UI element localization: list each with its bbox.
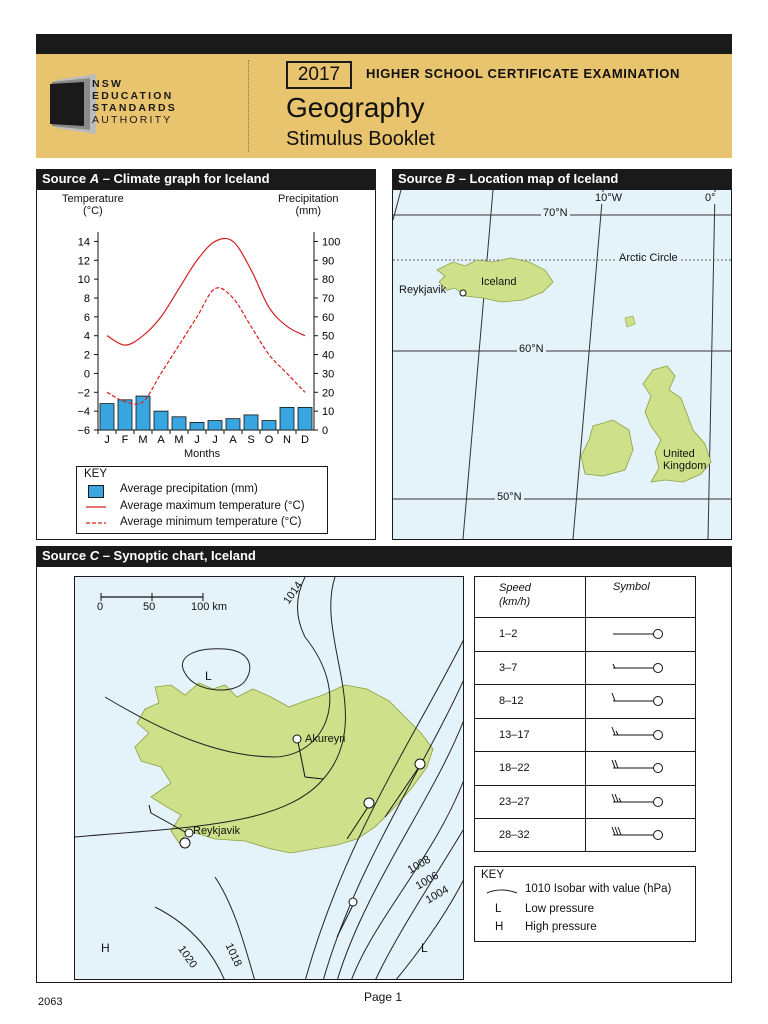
- synoptic-drawing: [75, 577, 464, 980]
- logo-text: [92, 78, 177, 126]
- precip-bar: [208, 421, 222, 430]
- tick-label-left: −2: [77, 387, 90, 400]
- tick-label-left: 12: [77, 255, 90, 268]
- low-pressure-mark-2: L: [421, 941, 428, 955]
- year-box: 2017: [286, 61, 352, 89]
- wind-barb-icon: [607, 725, 687, 745]
- tick-label-right: 0: [322, 425, 329, 437]
- location-map: [393, 190, 731, 539]
- max-temp-line: [107, 238, 305, 345]
- key-line-swatches: [86, 498, 108, 528]
- high-pressure-mark: H: [101, 941, 110, 955]
- speed-header: Speed (km/h): [499, 582, 531, 608]
- table-divider: [475, 684, 695, 685]
- akureyri-station: [293, 735, 301, 743]
- synoptic-map: [74, 576, 464, 980]
- precip-axis-label: Precipitation (mm): [278, 193, 339, 217]
- precip-bar: [262, 421, 276, 430]
- station-sea: [349, 898, 357, 906]
- table-divider: [475, 617, 695, 618]
- tick-label-left: 8: [83, 293, 90, 305]
- reykjavik-dot: [460, 290, 466, 296]
- key-item: Low pressure: [525, 903, 595, 915]
- x-axis-label: Months: [184, 448, 221, 460]
- wind-barb-icon: [607, 758, 687, 778]
- label-50n: 50°N: [497, 491, 522, 503]
- wind-barb-icon: [607, 825, 687, 845]
- scale-0: 0: [97, 601, 104, 613]
- month-label: A: [229, 434, 237, 446]
- tick-label-left: 0: [83, 368, 90, 381]
- month-label: S: [247, 434, 255, 446]
- city-label: Reykjavik: [193, 825, 241, 837]
- precip-bar: [280, 407, 294, 430]
- month-label: A: [157, 434, 165, 446]
- month-label: O: [264, 434, 274, 446]
- key-symbol: L: [495, 903, 502, 915]
- precip-bar: [172, 417, 186, 430]
- label-0: 0°: [705, 192, 716, 204]
- climate-chart: [36, 220, 376, 465]
- table-divider: [475, 751, 695, 752]
- tick-label-left: 4: [83, 330, 90, 343]
- speed-value: 13–17: [499, 728, 530, 741]
- speed-value: 8–12: [499, 695, 524, 707]
- precip-bar: [154, 411, 168, 430]
- isobar-label: 1018: [222, 941, 244, 969]
- header-divider: [248, 60, 249, 152]
- page-title: Geography: [286, 92, 425, 123]
- wind-speed-table: [474, 576, 696, 852]
- source-a-heading: Source A – Climate graph for Iceland: [36, 169, 376, 189]
- key-item: Average maximum temperature (°C): [120, 500, 305, 512]
- exam-title: HIGHER SCHOOL CERTIFICATE EXAMINATION: [366, 66, 680, 81]
- key-item: 1010 Isobar with value (hPa): [525, 883, 672, 895]
- key-swatch-precip: [88, 485, 104, 498]
- wind-barb-icon: [607, 658, 687, 678]
- precip-bar: [100, 404, 114, 430]
- station-southwest: [180, 838, 190, 848]
- logo-line: AUTHORITY: [92, 114, 173, 126]
- month-label: M: [138, 434, 148, 446]
- tick-label-right: 10: [322, 406, 335, 419]
- page-subtitle: Stimulus Booklet: [286, 128, 435, 150]
- wind-barb-icon: [607, 624, 687, 644]
- wind-barb-icon: [607, 691, 687, 711]
- tick-label-right: 100: [322, 236, 341, 249]
- speed-value: 3–7: [499, 661, 518, 674]
- tick-label-left: 2: [83, 349, 90, 362]
- min-temp-line: [107, 288, 305, 404]
- month-label: M: [174, 434, 184, 446]
- table-divider: [475, 651, 695, 652]
- month-label: F: [121, 434, 129, 446]
- isobar-label: 1014: [281, 579, 306, 607]
- tick-label-right: 50: [322, 330, 335, 343]
- top-bar: [36, 34, 732, 54]
- label-arctic-circle: Arctic Circle: [619, 252, 678, 264]
- key-item: High pressure: [525, 921, 597, 933]
- speed-value: 28–32: [499, 829, 530, 841]
- footer-code: 2063: [38, 996, 63, 1008]
- tick-label-right: 70: [322, 293, 335, 305]
- footer-page: Page 1: [364, 990, 403, 1004]
- wind-barb-icon: [607, 792, 687, 812]
- tick-label-right: 80: [322, 274, 335, 287]
- key-item: Average minimum temperature (°C): [120, 516, 302, 528]
- logo-line: STANDARDS: [92, 102, 177, 114]
- source-c-heading: Source C – Synoptic chart, Iceland: [36, 546, 732, 566]
- table-divider: [475, 718, 695, 719]
- isobar-label: 1004: [423, 883, 451, 907]
- tick-label-right: 60: [322, 311, 335, 324]
- tick-label-left: −4: [77, 406, 90, 419]
- label-60n: 60°N: [519, 343, 544, 355]
- month-label: J: [212, 434, 218, 446]
- isobar-symbol: [485, 887, 519, 897]
- key-title: KEY: [481, 869, 505, 881]
- source-b-heading: Source B – Location map of Iceland: [392, 169, 732, 189]
- isobar-label: 1020: [175, 943, 200, 971]
- iceland-land: [135, 683, 433, 853]
- precip-bar: [190, 422, 204, 430]
- low-pressure-mark: L: [205, 669, 212, 683]
- scale-100: 100 km: [191, 601, 228, 613]
- tick-label-right: 30: [322, 368, 335, 381]
- precip-bar: [244, 415, 258, 430]
- symbol-header: Symbol: [613, 581, 650, 593]
- faroe-shape: [625, 316, 635, 327]
- station-northeast: [415, 759, 425, 769]
- table-divider: [475, 785, 695, 786]
- speed-value: 1–2: [499, 628, 518, 640]
- logo-line: NSW: [92, 78, 124, 90]
- speed-value: 18–22: [499, 762, 530, 774]
- station-east: [364, 798, 374, 808]
- label-iceland: Iceland: [481, 276, 517, 288]
- isobar-label: 1008: [405, 853, 433, 877]
- temp-axis-label: Temperature (°C): [62, 193, 124, 217]
- low-closed-isobar: [182, 649, 249, 690]
- month-label: D: [301, 434, 309, 446]
- city-label: Akureyri: [305, 733, 346, 745]
- logo-line: EDUCATION: [92, 90, 174, 102]
- month-label: J: [194, 434, 200, 446]
- tick-label-left: −6: [77, 425, 90, 437]
- tick-label-left: 10: [77, 274, 90, 287]
- source-b-map-panel: [392, 189, 732, 540]
- isobar-label: 1006: [413, 869, 441, 893]
- label-uk: United Kingdom: [663, 448, 707, 472]
- key-symbol: H: [495, 921, 504, 933]
- tick-label-right: 90: [322, 255, 335, 268]
- key-item: Average precipitation (mm): [120, 483, 258, 495]
- precip-bar: [118, 400, 132, 430]
- source-c-key: [474, 866, 696, 942]
- label-70n: 70°N: [543, 207, 568, 219]
- tick-label-right: 20: [322, 387, 335, 400]
- tick-label-right: 40: [322, 349, 335, 362]
- ireland-shape: [581, 420, 633, 476]
- key-title: KEY: [84, 468, 108, 480]
- tick-label-left: 14: [77, 236, 90, 249]
- tick-label-left: 6: [83, 311, 90, 324]
- label-10w: 10°W: [595, 192, 623, 204]
- precip-bar: [298, 407, 312, 430]
- label-reykjavik: Reykjavik: [399, 284, 447, 296]
- scale-50: 50: [143, 601, 156, 613]
- reykjavik-station: [185, 829, 193, 837]
- speed-value: 23–27: [499, 795, 530, 808]
- precip-bar: [226, 419, 240, 430]
- month-label: J: [104, 434, 110, 446]
- month-label: N: [283, 434, 291, 446]
- table-divider: [475, 818, 695, 819]
